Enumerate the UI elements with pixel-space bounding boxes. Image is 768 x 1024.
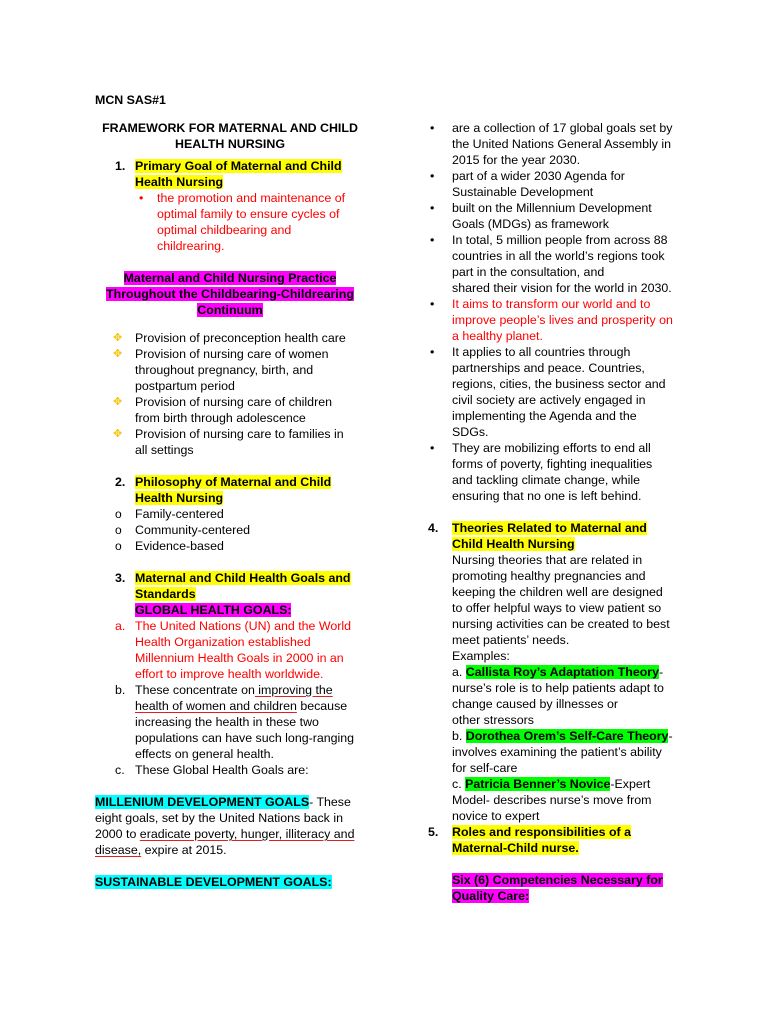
- sdg-bullet-item: [428, 440, 688, 504]
- competencies-heading: [428, 872, 688, 904]
- sdg-bullet-line: a healthy planet.: [452, 329, 543, 343]
- mdg-heading: MILLENIUM DEVELOPMENT GOALS: [95, 795, 310, 809]
- mdg-underlined: eradicate poverty, hunger, illiteracy and: [139, 827, 355, 841]
- philosophy-item-text: Community-centered: [135, 523, 251, 537]
- section-2-title-b: Health Nursing: [135, 491, 224, 505]
- section-4-number: 4.: [428, 521, 439, 535]
- section-4-line: Nursing theories that are related in: [452, 553, 643, 567]
- section-4: [428, 520, 688, 824]
- sdg-bullet-line: the United Nations General Assembly in: [452, 137, 672, 151]
- theory-a-text: -: [659, 665, 664, 679]
- practice-item-line: postpartum period: [135, 379, 235, 393]
- bullet-icon: •: [430, 121, 435, 135]
- goal-a-line: effort to improve health worldwide.: [135, 667, 324, 681]
- theory-b-line: for self-care: [452, 761, 518, 775]
- bullet-icon: •: [430, 201, 435, 215]
- practice-item-line: from birth through adolescence: [135, 411, 306, 425]
- competencies-heading-a: Six (6) Competencies Necessary for: [452, 873, 663, 887]
- goal-b-underlined: improving the: [254, 683, 333, 697]
- section-3: [95, 570, 385, 618]
- goal-b-text: because: [296, 699, 348, 713]
- goal-a-label: a.: [115, 619, 126, 633]
- practice-list: [95, 330, 385, 458]
- theory-c-line: Model- describes nurse’s move from: [452, 793, 652, 807]
- section-1-number: 1.: [115, 159, 126, 173]
- s1-bullet-line: optimal childbearing and: [157, 223, 292, 237]
- section-4-line: to offer helpful ways to view patient so: [452, 601, 662, 615]
- goal-b-line: [135, 682, 385, 698]
- section-2-title-a: Philosophy of Maternal and Child: [135, 475, 332, 489]
- goal-c-text: These Global Health Goals are:: [135, 763, 309, 777]
- right-column: [428, 120, 688, 904]
- sdg-bullet-item: [428, 232, 688, 296]
- s1-bullet-line: childrearing.: [157, 239, 225, 253]
- practice-item: [95, 330, 385, 346]
- sdg-bullet-line: and tackling climate change, while: [452, 473, 641, 487]
- practice-item: [95, 346, 385, 394]
- theory-a: [452, 664, 688, 728]
- sdg-bullet-item: [428, 168, 688, 200]
- philosophy-item: [95, 538, 385, 554]
- theory-c-name: Patricia Benner’s Novice: [465, 777, 611, 791]
- philosophy-item: [95, 522, 385, 538]
- section-4-title-b: Child Health Nursing: [452, 537, 575, 551]
- mdg-line: [95, 794, 370, 810]
- section-4-line: promoting healthy pregnancies and: [452, 569, 646, 583]
- sdg-bullet-line: Goals (MDGs) as framework: [452, 217, 609, 231]
- practice-item-line: Provision of nursing care of children: [135, 395, 332, 409]
- mdg-text: - These: [309, 795, 351, 809]
- theory-c-label: c.: [452, 777, 466, 791]
- goal-a-line: The United Nations (UN) and the World: [135, 619, 352, 633]
- theory-a-line: change caused by illnesses or: [452, 697, 618, 711]
- goal-b-underlined: health of women and children: [135, 699, 297, 713]
- theory-c: [452, 776, 688, 824]
- sdg-bullet-list: [428, 120, 688, 504]
- goal-b-line: effects on general health.: [135, 747, 274, 761]
- diamond-bullet-icon: ✥: [113, 332, 123, 344]
- sdg-bullet-line: civil society are actively engaged in: [452, 393, 646, 407]
- sdg-bullet-line: partnerships and peace. Countries,: [452, 361, 645, 375]
- theory-c-text: -Expert: [610, 777, 651, 791]
- bullet-icon: •: [430, 169, 435, 183]
- s1-bullet-line: the promotion and maintenance of: [157, 191, 346, 205]
- goal-b-line: [135, 698, 385, 714]
- theory-c-line: novice to expert: [452, 809, 540, 823]
- diamond-bullet-icon: ✥: [113, 396, 123, 408]
- goal-b-line: increasing the health in these two: [135, 715, 319, 729]
- practice-item-line: all settings: [135, 443, 194, 457]
- section-5-number: 5.: [428, 825, 439, 839]
- theory-a-label: a.: [452, 665, 466, 679]
- mdg-line: [95, 826, 370, 842]
- section-5: [428, 824, 688, 856]
- theory-a-line: [452, 664, 688, 680]
- sdg-bullet-line: It applies to all countries through: [452, 345, 631, 359]
- mdg-line: [95, 842, 370, 858]
- theory-b-line: [452, 728, 688, 744]
- section-1-bullet: [135, 190, 385, 254]
- section-1-title-b: Health Nursing: [135, 175, 224, 189]
- sdg-bullet-line: 2015 for the year 2030.: [452, 153, 581, 167]
- sdg-bullet-line: In total, 5 million people from across 88: [452, 233, 668, 247]
- sdg-bullet-line: improve people’s lives and prosperity on: [452, 313, 673, 327]
- sdg-bullet-item: [428, 200, 688, 232]
- sdg-bullet-line: countries in all the world’s regions took: [452, 249, 665, 263]
- section-4-line: Examples:: [452, 649, 510, 663]
- section-3-title-a: Maternal and Child Health Goals and: [135, 571, 351, 585]
- theory-a-line: other stressors: [452, 713, 534, 727]
- left-column: [95, 92, 385, 890]
- section-2: [95, 474, 385, 506]
- sdg-bullet-item: [428, 344, 688, 440]
- theory-b: [452, 728, 688, 776]
- sdg-bullet-line: part of a wider 2030 Agenda for: [452, 169, 625, 183]
- section-3-title-b: Standards: [135, 587, 196, 601]
- sdg-heading-wrap: [95, 874, 385, 890]
- mdg-text: 2000 to: [95, 827, 140, 841]
- sdg-bullet-line: shared their vision for the world in 2030.: [452, 281, 672, 295]
- bullet-icon: •: [430, 233, 435, 247]
- goal-a-line: Millennium Health Goals in 2000 in an: [135, 651, 344, 665]
- circle-bullet-icon: o: [115, 539, 122, 553]
- sdg-heading: SUSTAINABLE DEVELOPMENT GOALS:: [95, 875, 332, 889]
- sdg-bullet-line: ensuring that no one is left behind.: [452, 489, 642, 503]
- practice-item: [95, 394, 385, 426]
- goal-c-label: c.: [115, 763, 125, 777]
- theory-a-name: Callista Roy’s Adaptation Theory: [465, 665, 660, 679]
- sdg-bullet-line: are a collection of 17 global goals set by: [452, 121, 673, 135]
- circle-bullet-icon: o: [115, 507, 122, 521]
- section-4-line: keeping the children well are designed: [452, 585, 663, 599]
- practice-heading: [95, 270, 365, 318]
- theory-a-line: nurse’s role is to help patients adapt to: [452, 681, 664, 695]
- sdg-bullet-line: forms of poverty, fighting inequalities: [452, 457, 653, 471]
- circle-bullet-icon: o: [115, 523, 122, 537]
- bullet-icon: •: [139, 191, 144, 205]
- competencies-heading-b: Quality Care:: [452, 889, 530, 903]
- theory-c-line: [452, 776, 688, 792]
- practice-item-line: Provision of preconception health care: [135, 331, 346, 345]
- bullet-icon: •: [430, 345, 435, 359]
- practice-heading-line: Throughout the Childbearing-Childrearing: [106, 287, 354, 301]
- global-health-goals-heading: GLOBAL HEALTH GOALS:: [135, 603, 292, 617]
- section-3-number: 3.: [115, 571, 126, 585]
- sdg-bullet-item: [428, 296, 688, 344]
- practice-heading-line: Continuum: [197, 303, 263, 317]
- doc-title-line1: FRAMEWORK FOR MATERNAL AND CHILD: [102, 121, 358, 135]
- goal-b: [95, 682, 385, 762]
- philosophy-item-text: Evidence-based: [135, 539, 224, 553]
- philosophy-list: [95, 506, 385, 554]
- practice-item-line: Provision of nursing care to families in: [135, 427, 344, 441]
- sdg-bullet-line: SDGs.: [452, 425, 489, 439]
- practice-item-line: throughout pregnancy, birth, and: [135, 363, 314, 377]
- section-4-line: meet patients’ needs.: [452, 633, 570, 647]
- goal-b-text: These concentrate on: [135, 683, 255, 697]
- section-4-title-a: Theories Related to Maternal and: [452, 521, 647, 535]
- philosophy-item-text: Family-centered: [135, 507, 224, 521]
- sdg-bullet-line: Sustainable Development: [452, 185, 594, 199]
- section-2-number: 2.: [115, 475, 126, 489]
- theory-b-text: -: [668, 729, 673, 743]
- diamond-bullet-icon: ✥: [113, 348, 123, 360]
- sdg-bullet-item: [428, 120, 688, 168]
- doc-title-line2: HEALTH NURSING: [175, 137, 285, 151]
- mdg-underlined: disease,: [95, 843, 142, 857]
- practice-item: [95, 426, 385, 458]
- section-1-title-a: Primary Goal of Maternal and Child: [135, 159, 342, 173]
- goal-b-line: populations can have such long-ranging: [135, 731, 355, 745]
- practice-item-line: Provision of nursing care of women: [135, 347, 329, 361]
- theory-b-line: involves examining the patient’s ability: [452, 745, 662, 759]
- diamond-bullet-icon: ✥: [113, 428, 123, 440]
- sdg-bullet-line: It aims to transform our world and to: [452, 297, 651, 311]
- section-5-title-a: Roles and responsibilities of a: [452, 825, 632, 839]
- mdg-paragraph: [95, 794, 370, 858]
- goal-a-line: Health Organization established: [135, 635, 311, 649]
- sdg-bullet-line: built on the Millennium Development: [452, 201, 652, 215]
- bullet-icon: •: [430, 441, 435, 455]
- section-4-line: nursing activities can be created to best: [452, 617, 670, 631]
- goal-b-label: b.: [115, 683, 126, 697]
- sdg-bullet-line: implementing the Agenda and the: [452, 409, 637, 423]
- s1-bullet-line: optimal family to ensure cycles of: [157, 207, 340, 221]
- theory-b-label: b.: [452, 729, 466, 743]
- mdg-line: eight goals, set by the United Nations back in: [95, 811, 343, 825]
- philosophy-item: [95, 506, 385, 522]
- sdg-bullet-line: regions, cities, the business sector and: [452, 377, 666, 391]
- doc-id: MCN SAS#1: [95, 93, 166, 107]
- sdg-bullet-line: part in the consultation, and: [452, 265, 605, 279]
- section-1: [95, 158, 385, 254]
- sdg-bullet-line: They are mobilizing efforts to end all: [452, 441, 651, 455]
- goal-a: [95, 618, 385, 682]
- goal-c: [95, 762, 385, 778]
- theory-b-name: Dorothea Orem’s Self-Care Theory: [465, 729, 669, 743]
- mdg-text: expire at 2015.: [141, 843, 227, 857]
- section-5-title-b: Maternal-Child nurse.: [452, 841, 579, 855]
- bullet-icon: •: [430, 297, 435, 311]
- practice-heading-line: Maternal and Child Nursing Practice: [123, 271, 337, 285]
